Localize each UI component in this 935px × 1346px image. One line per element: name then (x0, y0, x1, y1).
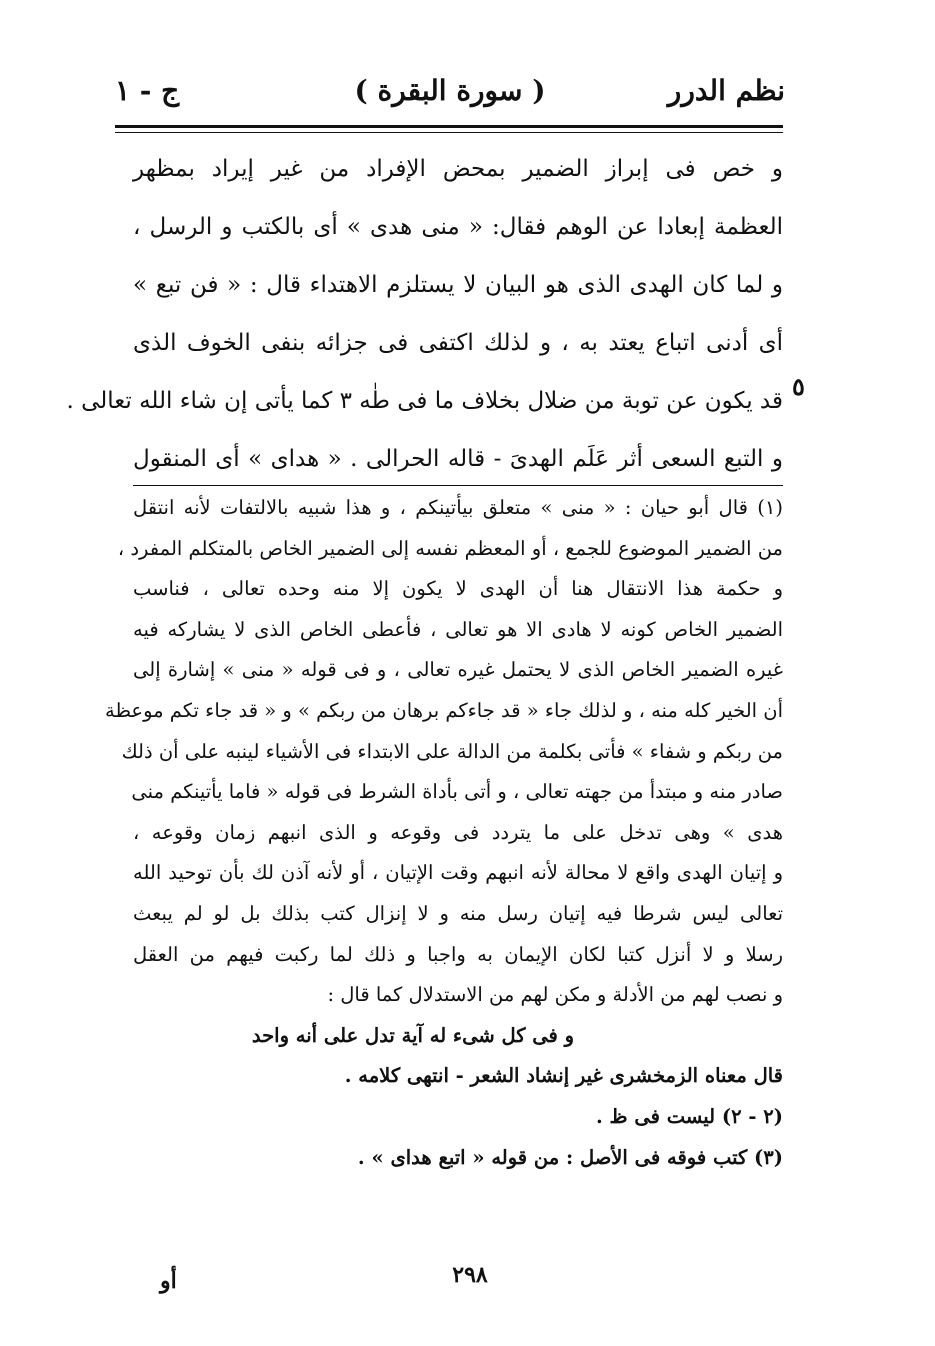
footnotes (104, 488, 783, 1178)
footnote-line: تعالى ليس شرطا فيه إتيان رسل منه و لا إنزال كتب بذلك بل لو لم يبعث (133, 901, 783, 925)
footnote-line: غيره الضمير الخاص الذى لا يحتمل غيره تعالى ، و فى قوله « منى » إشارة إلى (133, 658, 783, 682)
footnote-line: هدى » وهى تدخل على ما يتردد فى وقوعه و الذى انبهم زمان وقوعه ، (133, 820, 783, 844)
main-line: و التبع السعى أثر عَلَم الهدىَ - قاله الحرالى . « هداى » أى المنقول (133, 446, 783, 472)
footnote-line: رسلا و لا أنزل كتبا لكان الإيمان به واجبا و ذلك لما ركبت فيهم من العقل (133, 942, 783, 966)
header-rule (115, 125, 783, 128)
footnote-line: قال معناه الزمخشرى غير إنشاد الشعر - انتهى كلامه . (344, 1064, 783, 1088)
footnote-line: صادر منه و مبتدأ من جهته تعالى ، و أتى بأداة الشرط فى قوله « فاما يأتينكم منى (131, 780, 783, 804)
main-line: العظمة إبعادا عن الوهم فقال: « منى هدى » أى بالكتب و الرسل ، (133, 214, 783, 240)
verse-line: و فى كل شىء له آية تدل على أنه واحد (251, 1023, 575, 1047)
main-line: و خص فى إبراز الضمير بمحض الإفراد من غير إيراد بمظهر (133, 156, 783, 182)
volume-number: ج - ١ (115, 74, 180, 107)
main-line: و لما كان الهدى الذى هو البيان لا يستلزم الاهتداء قال : « فن تبع » (133, 272, 783, 298)
main-text (66, 140, 783, 488)
main-line: قد يكون عن توبة من ضلال بخلاف ما فى طٰه ٣ كما يأتى إن شاء الله تعالى . (66, 388, 783, 414)
footnote-line: و نصب لهم من الأدلة و مكن لهم من الاستدلال كما قال : (327, 983, 783, 1007)
footnote-2: (٢ - ٢) ليست فى ظ . (595, 1104, 783, 1128)
header-rule-thin (115, 132, 783, 133)
running-header (115, 70, 785, 118)
main-line: أى أدنى اتباع يعتد به ، و لذلك اكتفى فى جزائه بنفى الخوف الذى (133, 330, 783, 356)
footnote-line: أن الخير كله منه ، و لذلك جاء « قد جاءكم برهان من ربكم » و « قد جاء تكم موعظة (104, 698, 783, 722)
surah-title: ( سورة البقرة ) (354, 74, 546, 107)
footnote-line: من ربكم و شفاء » فأتى بكلمة من الدالة على الابتداء فى الأشياء لينبه على أن ذلك (121, 739, 783, 763)
line-number: ٥ (792, 372, 805, 401)
footnote-line: و حكمة هذا الانتقال هنا أن الهدى لا يكون إلا منه وحده تعالى ، فناسب (133, 577, 783, 601)
catchword: أو (160, 1268, 177, 1294)
page-number: ٢٩٨ (452, 1262, 488, 1288)
footnote-separator (133, 485, 783, 486)
footnote-line: من الضمير الموضوع للجمع ، أو المعظم نفسه إلى الضمير الخاص بالمتكلم المفرد ، (117, 536, 783, 560)
footnote-line: و إتيان الهدى واقع لا محالة لأنه انبهم وقت الإتيان ، أو لأنه آذن لك بأن توحيد الله (133, 861, 783, 885)
footnote-line: الضمير الخاص كونه لا هادى الا هو تعالى ، فأعطى الخاص الذى لا يشاركه فيه (133, 617, 783, 641)
book-title: نظم الدرر (667, 74, 785, 107)
footnote-line: (١) قال أبو حيان : « منى » متعلق بيأتينكم ، و هذا شبيه بالالتفات لأنه انتقل (133, 496, 783, 519)
footnote-3: (٣) كتب فوقه فى الأصل : من قوله « اتبع هداى » . (357, 1145, 783, 1169)
